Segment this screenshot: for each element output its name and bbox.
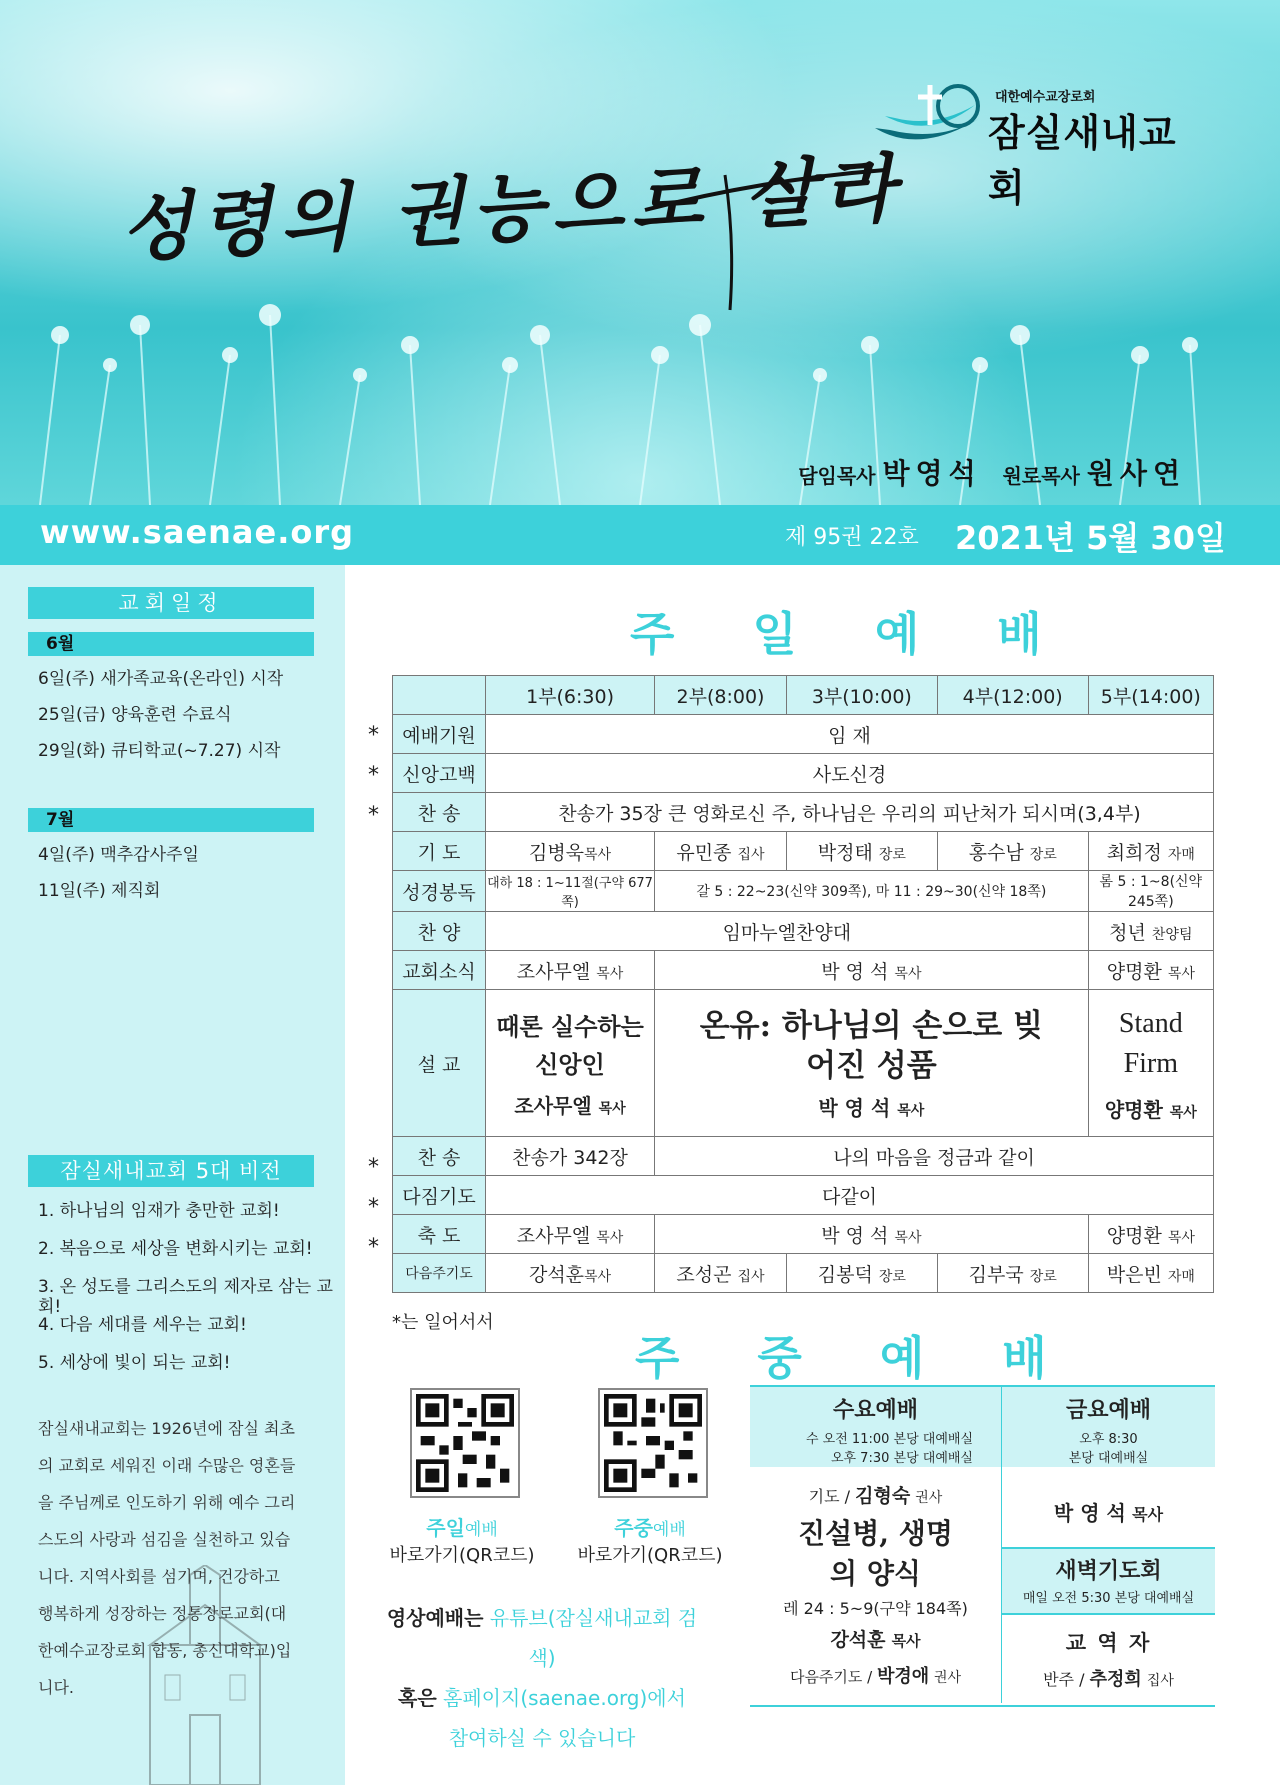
video-notice [382, 1598, 702, 1758]
prayer-name: 김병욱 [528, 841, 585, 864]
wed-time-1: 수 오전 11:00 본당 대예배실 [805, 1432, 973, 1447]
sermon-c-title: Stand Firm [1118, 1007, 1183, 1079]
fri-time-2: 본당 대예배실 [1068, 1451, 1149, 1466]
prayer-name: 홍수남 [968, 841, 1024, 864]
website-link[interactable]: www.saenae.org [40, 513, 355, 551]
video-b[interactable]: 유튜브(잠실새내교회 검색) [489, 1606, 698, 1670]
service-2: 2부(8:00) [655, 676, 787, 715]
table-row [393, 715, 1214, 754]
sermon-a-title: 때론 실수하는 신앙인 [496, 1011, 644, 1079]
vision-item: 4. 다음 세대를 세우는 교회! [38, 1315, 247, 1335]
hymn2-b: 나의 마음을 정금과 같이 [655, 1137, 1214, 1176]
next-title: 자매 [1167, 1268, 1195, 1285]
sermon-title: 목사 [1169, 1104, 1197, 1121]
qr1-c: 바로가기(QR코드) [389, 1545, 535, 1566]
news-c: 양명환 [1106, 960, 1162, 983]
fri-header [1002, 1387, 1215, 1467]
creed-value: 사도신경 [486, 754, 1214, 793]
next-title: 장로 [878, 1268, 906, 1285]
prayer-title: 목사 [584, 846, 612, 863]
july-item: 4일(주) 맥추감사주일 [38, 845, 199, 865]
church-intro: 잠실새내교회는 1926년에 잠실 최초의 교회로 세워진 이래 수많은 영혼들을 주님께로 인도하기 위해 예수 그리스도의 사랑과 섬김을 실천하고 있습니다. 지역사회를 섬기며, 건강하고 행복하게 성장하는 정통장로교회(대한예수교장로회 합동, 총신대학교)입니다. [38, 1419, 296, 1697]
next-title: 집사 [737, 1268, 765, 1285]
news-b: 박 영 석 [821, 960, 889, 983]
news-title: 목사 [596, 965, 624, 982]
row-label: 성경봉독 [393, 871, 486, 912]
fri-preacher-title: 목사 [1132, 1505, 1164, 1524]
row-label: 다음주기도 [393, 1254, 486, 1293]
stand-mark: * [368, 803, 379, 828]
qr-weekday-label [560, 1512, 740, 1567]
wed-title: 수요예배 [832, 1398, 918, 1423]
row-label: 신앙고백 [393, 754, 486, 793]
wed-preacher: 강석훈 [830, 1629, 886, 1651]
header-banner [0, 0, 1280, 505]
scripture-c: 롬 5 : 1~8(신약 245쪽) [1088, 871, 1213, 912]
hymn2-a: 찬송가 342장 [486, 1137, 655, 1176]
wed-time-2: 오후 7:30 본당 대예배실 [830, 1451, 973, 1466]
teacher-body [1002, 1613, 1215, 1703]
prayer-title: 장로 [1029, 846, 1057, 863]
qr2-b: 예배 [652, 1520, 686, 1540]
news-title: 목사 [1167, 965, 1195, 982]
qr1-b: 예배 [464, 1520, 498, 1540]
month-june: 6월 [28, 632, 314, 656]
service-header-row [393, 676, 1214, 715]
weekday-title: 주중예배 [635, 1331, 1125, 1385]
news-a: 조사무엘 [516, 960, 591, 983]
logo-subtitle: 대한예수교장로회 [995, 90, 1096, 105]
sunday-title: 주일예배 [630, 607, 1120, 661]
service-4: 4부(12:00) [937, 676, 1088, 715]
vision-item: 3. 온 성도를 그리스도의 제자로 삼는 교회! [38, 1277, 333, 1317]
june-item: 29일(화) 큐티학교(~7.27) 시작 [38, 741, 281, 761]
sunday-table [392, 675, 1214, 1293]
table-row [393, 1176, 1214, 1215]
june-item: 25일(금) 양육훈련 수료식 [38, 705, 232, 725]
stand-mark: * [368, 1195, 379, 1220]
sermon-b-name: 박 영 석 [818, 1095, 891, 1120]
news-title: 목사 [894, 965, 922, 982]
scripture-a: 대하 18 : 1~11절(구약 677쪽) [486, 871, 655, 912]
vision-item: 5. 세상에 빛이 되는 교회! [38, 1353, 231, 1373]
qr-sunday-label [372, 1512, 552, 1567]
row-label: 다짐기도 [393, 1176, 486, 1215]
qr1-a: 주일 [426, 1516, 465, 1540]
next-title: 장로 [1029, 1268, 1057, 1285]
qr-code-icon [416, 1394, 514, 1492]
scripture-b: 갈 5 : 22~23(신약 309쪽), 마 11 : 29~30(신약 18쪽) [655, 871, 1089, 912]
vision-item: 1. 하나님의 임재가 충만한 교회! [38, 1201, 280, 1221]
prayer-title: 자매 [1167, 846, 1195, 863]
july-item: 11일(주) 제직회 [38, 881, 161, 901]
prayer-title: 장로 [878, 846, 906, 863]
bless-title: 목사 [894, 1229, 922, 1246]
fri-time-1: 오후 8:30 [1079, 1432, 1138, 1447]
wed-next-title: 권사 [933, 1670, 962, 1686]
schedule-title: 교회일정 [28, 587, 314, 619]
row-label: 찬 송 [393, 793, 486, 832]
qr2-c: 바로가기(QR코드) [577, 1545, 723, 1566]
row-label: 설 교 [393, 990, 486, 1137]
prayer-name: 유민종 [676, 841, 732, 864]
table-row [393, 871, 1214, 912]
dawn-time: 매일 오전 5:30 본당 대예배실 [1022, 1591, 1195, 1606]
church-logo [870, 80, 1210, 210]
weekday-box [750, 1385, 1215, 1707]
prayer-title: 집사 [737, 846, 765, 863]
info-bar [0, 505, 1280, 565]
next-name: 조성곤 [676, 1263, 732, 1286]
table-row [393, 990, 1214, 1137]
pledge-value: 다같이 [486, 1176, 1214, 1215]
bless-c: 양명환 [1106, 1224, 1162, 1247]
sermon-title: 목사 [897, 1102, 925, 1119]
teacher-role: 반주 / [1043, 1670, 1085, 1689]
table-row [393, 1215, 1214, 1254]
vision-item: 2. 복음으로 세상을 변화시키는 교회! [38, 1239, 313, 1259]
choir-b-sub: 찬양팀 [1151, 926, 1193, 943]
month-july: 7월 [28, 808, 314, 832]
emeritus-name: 원사연 [1086, 457, 1186, 490]
wed-header [750, 1387, 1002, 1467]
wed-next-name: 박경애 [877, 1666, 930, 1687]
qr-code-weekday[interactable] [598, 1388, 708, 1498]
video-e: 참여하실 수 있습니다 [448, 1726, 636, 1750]
video-c: 혹은 [398, 1686, 437, 1710]
table-row [393, 1137, 1214, 1176]
wed-body [750, 1467, 1002, 1703]
fri-preacher: 박 영 석 [1053, 1501, 1126, 1525]
senior-name: 박영석 [882, 457, 982, 490]
stand-mark: * [368, 763, 379, 788]
june-item: 6일(주) 새가족교육(온라인) 시작 [38, 669, 284, 689]
next-name: 김봉덕 [817, 1263, 873, 1286]
row-label: 기 도 [393, 832, 486, 871]
wed-prayer-name: 김형숙 [855, 1485, 911, 1507]
next-name: 김부국 [968, 1263, 1024, 1286]
sermon-c-name: 양명환 [1104, 1097, 1163, 1122]
dawn-title: 새벽기도회 [1055, 1559, 1162, 1584]
wed-prayer-title: 권사 [915, 1490, 943, 1506]
table-row [393, 832, 1214, 871]
emeritus-role: 원로목사 [1002, 464, 1080, 488]
stand-mark: * [368, 1155, 379, 1180]
table-row [393, 951, 1214, 990]
qr-code-icon [604, 1394, 702, 1492]
next-name: 박은빈 [1106, 1263, 1162, 1286]
dawn-header [1002, 1547, 1215, 1615]
wed-prayer-role: 기도 / [808, 1487, 851, 1506]
church-logo-icon [870, 80, 985, 155]
table-row [393, 912, 1214, 951]
next-name: 강석훈 [528, 1263, 585, 1286]
table-row [393, 793, 1214, 832]
bless-b: 박 영 석 [821, 1224, 889, 1247]
issue-date: 2021년 5월 30일 [955, 519, 1226, 557]
fri-title: 금요예배 [1065, 1398, 1151, 1423]
senior-role: 담임목사 [798, 464, 876, 488]
table-row [393, 754, 1214, 793]
teacher-title: 교 역 자 [1065, 1631, 1152, 1655]
table-row [393, 1254, 1214, 1293]
choir-b: 청년 [1109, 921, 1146, 944]
logo-name: 잠실새내교회 [988, 111, 1177, 210]
row-label: 교회소식 [393, 951, 486, 990]
brush-stroke-icon [640, 160, 890, 320]
bless-a: 조사무엘 [516, 1224, 591, 1247]
wed-sermon-title: 진설병, 생명의 양식 [798, 1517, 953, 1590]
row-label: 예배기원 [393, 715, 486, 754]
sermon-a-name: 조사무엘 [514, 1093, 592, 1118]
row-label: 축 도 [393, 1215, 486, 1254]
stand-note: *는 일어서서 [392, 1312, 494, 1333]
bless-title: 목사 [1167, 1229, 1195, 1246]
sermon-b-title: 온유: 하나님의 손으로 빚어진 성품 [699, 1007, 1043, 1084]
choir-a: 임마누엘찬양대 [486, 912, 1089, 951]
stand-mark: * [368, 1235, 379, 1260]
teacher-name: 추정희 [1089, 1669, 1142, 1690]
service-5: 5부(14:00) [1088, 676, 1213, 715]
qr-code-sunday[interactable] [410, 1388, 520, 1498]
teacher-title-s: 집사 [1146, 1673, 1174, 1689]
issue-number: 제 95권 22호 [785, 525, 919, 550]
service-1: 1부(6:30) [486, 676, 655, 715]
bless-title: 목사 [596, 1229, 624, 1246]
service-3: 3부(10:00) [786, 676, 937, 715]
wed-preacher-title: 목사 [891, 1632, 921, 1650]
hero-title: 성령의 권능으로 살라 [118, 145, 905, 273]
sermon-title: 목사 [598, 1100, 626, 1117]
wed-verse: 레 24 : 5~9(구약 184쪽) [783, 1599, 968, 1618]
vision-title: 잠실새내교회 5대 비전 [28, 1155, 314, 1187]
next-title: 목사 [584, 1268, 612, 1285]
invocation-value: 임 재 [486, 715, 1214, 754]
video-d[interactable]: 홈페이지(saenae.org)에서 [443, 1686, 686, 1710]
row-label: 찬 송 [393, 1137, 486, 1176]
pastors-line [798, 452, 1200, 492]
row-label: 찬 양 [393, 912, 486, 951]
prayer-name: 최희정 [1106, 841, 1162, 864]
qr2-a: 주중 [614, 1516, 653, 1540]
stand-mark: * [368, 723, 379, 748]
video-a: 영상예배는 [386, 1606, 484, 1630]
prayer-name: 박정태 [817, 841, 873, 864]
wed-next-role: 다음주기도 / [789, 1668, 873, 1686]
hymn-value: 찬송가 35장 큰 영화로신 주, 하나님은 우리의 피난처가 되시며(3,4부) [486, 793, 1214, 832]
